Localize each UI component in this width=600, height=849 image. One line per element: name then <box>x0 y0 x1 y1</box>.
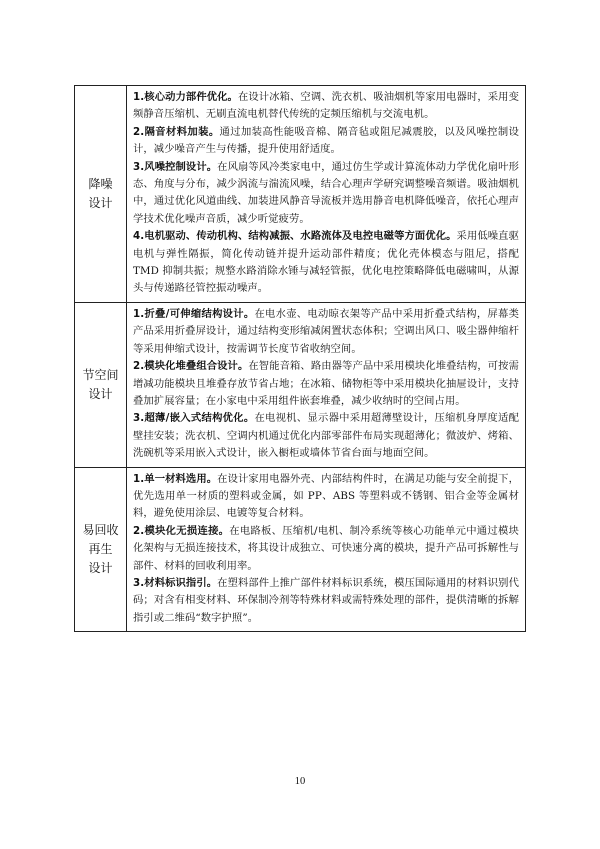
list-item <box>133 410 519 462</box>
item-text: 在塑料部件上推广部件材料标识系统，模压国际通用的材料识别代码；对含有相变材料、环保制冷剂等特殊材料或需特殊处理的部件，提供清晰的拆解指引或二维码“数字护照”。 <box>133 576 519 624</box>
item-title: 3.风噪控制设计。 <box>133 160 218 173</box>
item-title: 1.单一材料选用。 <box>133 472 218 485</box>
item-title: 2.隔音材料加装。 <box>133 125 220 138</box>
category-cell <box>75 467 127 632</box>
table-row <box>75 302 526 467</box>
item-title: 3.材料标识指引。 <box>133 576 218 589</box>
category-label: 易回收 <box>82 522 119 537</box>
category-cell <box>75 302 127 467</box>
item-text: 采用低噪直驱电机与弹性隔振，简化传动链并提升运动部件精度；优化壳体模态与阻尼，搭配 TMD 抑制共振；规整水路消除水锤与减轻管振，优化电控策略降低电磁啸叫，从源头与传递路径管控振动噪声。 <box>133 230 519 295</box>
table-row <box>75 86 526 303</box>
table-row <box>75 467 526 632</box>
list-item <box>133 575 519 627</box>
item-title: 2.模块化无损连接。 <box>133 524 230 537</box>
category-label: 设计 <box>88 560 113 575</box>
item-text: 在电水壶、电动晾衣架等产品中采用折叠式结构，屏幕类产品采用折叠屏设计，通过结构变形缩减闲置状态体积；空调出风口、吸尘器伸缩杆等采用伸缩式设计，按需调节长度节省收纳空间。 <box>133 307 520 355</box>
item-text: 在电路板、压缩机/电机、制冷系统等核心功能单元中通过模块化架构与无损连接技术，将其设计成独立、可快速分离的模块，提升产品可拆解性与部件、材料的回收利用率。 <box>133 524 519 572</box>
list-item <box>133 306 519 358</box>
category-label: 设计 <box>88 386 113 401</box>
category-cell <box>75 86 127 303</box>
category-label: 降噪 <box>88 176 113 191</box>
list-item <box>133 124 519 159</box>
list-item <box>133 471 519 523</box>
item-text: 在设计冰箱、空调、洗衣机、吸油烟机等家用电器时，采用变频静音压缩机、无刷直流电机替代传统的定频压缩机与交流电机。 <box>133 91 519 121</box>
list-item <box>133 523 519 575</box>
item-text: 通过加装高性能吸音棉、隔音毡或阻尼减震胶，以及风噪控制设计，减少噪音产生与传播，提升使用舒适度。 <box>133 125 519 156</box>
item-title: 1.折叠/可伸缩结构设计。 <box>133 307 255 320</box>
list-item <box>133 228 519 298</box>
item-title: 2.模块化堆叠组合设计。 <box>133 360 249 373</box>
category-label: 再生 <box>88 541 113 556</box>
list-item <box>133 89 519 124</box>
spec-table <box>74 85 526 632</box>
list-item <box>133 159 519 229</box>
content-cell <box>127 302 526 467</box>
item-title: 1.核心动力部件优化。 <box>133 91 238 103</box>
category-label: 设计 <box>88 195 113 210</box>
item-title: 3.超薄/嵌入式结构优化。 <box>133 412 255 425</box>
content-cell <box>127 467 526 632</box>
page-number: 10 <box>294 776 306 787</box>
item-text: 在风扇等风冷类家电中，通过仿生学或计算流体动力学优化扇叶形态、角度与分布，减少涡流与湍流风噪，结合心理声学研究调整噪音频谱。吸油烟机中，通过优化风道曲线、加装进风静音导流板并选用静音电机降低噪音，依托心理声学技术优化噪声音质，减少听觉疲劳。 <box>133 160 519 225</box>
item-title: 4.电机驱动、传动机构、结构减振、水路流体及电控电磁等方面优化。 <box>133 230 457 243</box>
content-cell <box>127 86 526 303</box>
item-text: 在智能音箱、路由器等产品中采用模块化堆叠结构，可按需增减功能模块且堆叠存放节省占地；在冰箱、储物柜等中采用模块化抽屉设计，支持叠加扩展容量；在小家电中采用组件嵌套堆叠，减少收纳时的空间占用。 <box>133 360 519 407</box>
item-text: 在电视机、显示器中采用超薄壁设计，压缩机身厚度适配壁挂安装；洗衣机、空调内机通过优化内部零部件布局实现超薄化；微波炉、烤箱、洗碗机等采用嵌入式设计，嵌入橱柜或墙体节省台面与地面空间。 <box>133 412 520 460</box>
category-label: 节空间 <box>82 367 119 382</box>
list-item <box>133 358 519 410</box>
item-text: 在设计家用电器外壳、内部结构件时，在满足功能与安全前提下，优先选用单一材质的塑料或金属，如 PP、ABS 等塑料或不锈钢、铝合金等金属材料，避免使用涂层、电镀等复合材料。 <box>133 472 519 520</box>
